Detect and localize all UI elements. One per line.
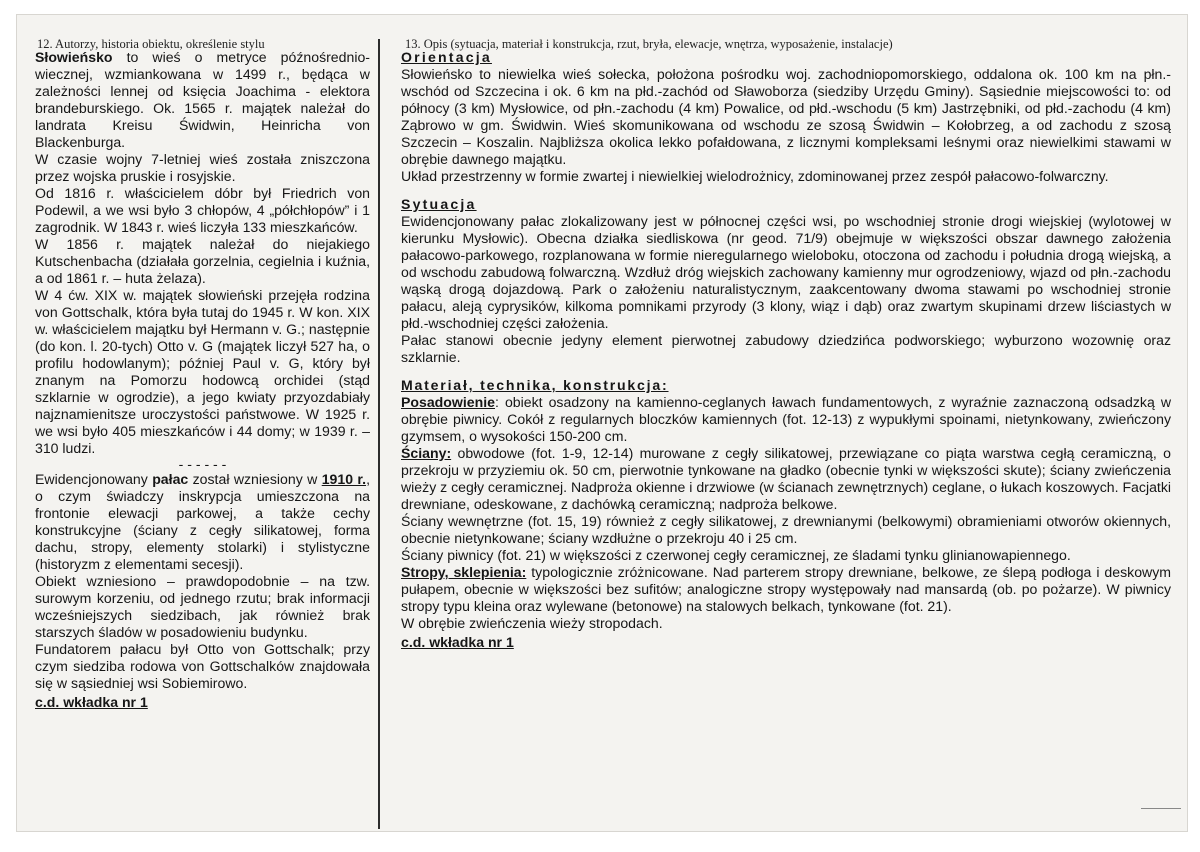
history-paragraph-1-text: to wieś o metryce późnośrednio-wiecznej, wzmiankowana w 1499 r., będąca w zależności lennej od księcia Joachima - elektora brandeburskiego. Ok. 1565 r. majątek należał do landrata Kreisu Świdwin, Heinricha von Blackenburga.	[35, 49, 370, 150]
history-paragraph-5: W 4 ćw. XIX w. majątek słowieński przejęła rodzina von Gottschalk, która była tutaj do 1945 r. W kon. XIX w. właścicielem majątku był Hermann v. G.; następnie (do kon. l. 20-tych) Otto v. G (majątek liczył 527 ha, o profilu hodowlanym); później Paul v. G, który był znanym na Pomorzu hodowcą orchidei (stąd szklarnie w ogrodzie), a jego kwiaty przyozdabiały najznamienitsze uroczystości państwowe. W 1925 r. we wsi było 405 mieszkańców i 44 domy; w 1939 r. – 310 ludzi.	[35, 287, 370, 456]
sytuacja-paragraph-2: Pałac stanowi obecnie jedyny element pierwotnej zabudowy dziedzińca podworskiego; wyburzono wozownię oraz szklarnie.	[401, 332, 1171, 365]
stropy-paragraph-2: W obrębie zwieńczenia wieży stropodach.	[401, 615, 663, 631]
spacer	[401, 366, 1171, 377]
continuation-link-right: c.d. wkładka nr 1	[401, 634, 514, 650]
palace-text-c: został wzniesiony w	[188, 471, 322, 487]
sytuacja-paragraph-1: Ewidencjonowany pałac zlokalizowany jest w północnej części wsi, po wschodniej stronie drogi wiejskiej (wylotowej w kierunku Mysłowic). Obecna działka siedliskowa (nr geod. 71/9) obejmuje w większości obszar dawnego założenia pałacowo-parkowego, rozplanowana w formie nieregularnego wieloboku, otoczona od zachodu i południa drogą wiejską, a od wschodu zabudową folwarczną. Wzdłuż dróg wiejskich zachowany kamienny mur ogrodzeniowy, wjazd od płn.-zachodu wąską drogą dojazdową. Park o założeniu naturalistycznym, zaakcentowany dwoma stawami po wschodniej stronie pałacu, aleją cyprysików, kilkoma pomnikami przyrody (3 klony, wiąz i dąb) oraz zwartym skupinami drzew liściastych w płd.-wschodniej części założenia.	[401, 213, 1171, 331]
sciany-paragraph-2: Ściany wewnętrzne (fot. 15, 19) również z cegły silikatowej, z drewnianymi (belkowymi) obramieniami otworów okiennych, obecnie nietynkowane; ściany wzdłużne o przekroju 40 i 25 cm.	[401, 513, 1171, 546]
construction-year: 1910 r.	[321, 471, 367, 487]
stropy-text: typologicznie zróżnicowane. Nad parterem stropy drewniane, belkowe, ze ślepą podłoga i deskowym pułapem, obecnie w większości bez sufitów; analogiczne stropy występowały nad mansardą (ob. po pożarze). W piwnicy stropy typu kleina oraz wylewane (betonowe) na stalowych belkach, tynkowane (fot. 21).	[401, 564, 1171, 614]
palace-text-e: , o czym świadczy inskrypcja umieszczona na frontonie elewacji parkowej, a także cechy konstrukcyjne (ściany z cegły silikatowej, forma dachu, stropy, elementy stolarki) i stylistyczne (historyzm z elementami secesji).	[35, 471, 370, 572]
separator: - - - - - -	[178, 456, 227, 472]
sciany-text: obwodowe (fot. 1-9, 12-14) murowane z cegły silikatowej, przewiązane co piąta warstwa cegłą ceramiczną, o przekroju w przyziemiu ok. 50 cm, pierwotnie tynkowane na gładko (obecnie tynki w większości skute); ściany zwieńczenia wieży z cegły ceramicznej. Nadproża okienne i drzwiowe (w ścianach zewnętrznych) ceglane, o łukach koszowych. Facjatki drewniane, odeskowane, z dachówką ceramiczną; nadproża belkowe.	[401, 445, 1172, 512]
right-column-heading: 13. Opis (sytuacja, materiał i konstrukcja, rzut, bryła, elewacje, wnętrza, wyposażenie, instalacje)	[405, 37, 893, 51]
village-name: Słowieńsko	[35, 49, 113, 65]
document-sheet	[16, 14, 1188, 832]
sciany-label: Ściany:	[401, 445, 452, 461]
history-paragraph-8: Fundatorem pałacu był Otto von Gottschalk; przy czym siedziba rodowa von Gottschalków znajdowała się w sąsiedniej wsi Sobiemirowo.	[35, 641, 370, 691]
history-paragraph-1	[35, 49, 370, 151]
history-paragraph-4: W 1856 r. majątek należał do niejakiego Kutschenbacha (działała gorzelnia, cegielnia i kuźnia, a od 1861 r. – huta żelaza).	[35, 236, 370, 286]
palace-text-a: Ewidencjonowany	[35, 471, 153, 487]
continuation-link-left: c.d. wkładka nr 1	[35, 694, 148, 710]
description-column	[401, 49, 1171, 823]
history-paragraph-7: Obiekt wzniesiono – prawdopodobnie – na tzw. surowym korzeniu, od jednego rzutu; brak informacji wcześniejszych siedzibach, jak również brak starszych śladów w posadowieniu budynku.	[35, 573, 370, 640]
posadowienie-label: Posadowienie	[401, 394, 495, 410]
section-title-sytuacja: Sytuacja	[401, 196, 477, 212]
stropy-label: Stropy, sklepienia:	[401, 564, 527, 580]
column-divider	[378, 39, 380, 829]
history-column	[35, 49, 370, 823]
spacer	[401, 185, 1171, 196]
stropy-paragraph	[401, 564, 1171, 615]
left-column-heading: 12. Autorzy, historia obiektu, określenie stylu	[37, 37, 265, 51]
history-paragraph-2: W czasie wojny 7-letniej wieś została zniszczona przez wojska pruskie i rosyjskie.	[35, 151, 370, 184]
posadowienie-paragraph	[401, 394, 1171, 445]
palace-paragraph	[35, 471, 370, 573]
palace-word: pałac	[152, 471, 189, 487]
section-title-material: Materiał, technika, konstrukcja:	[401, 377, 669, 393]
sciany-paragraph-3: Ściany piwnicy (fot. 21) w większości z czerwonej cegły ceramicznej, ze śladami tynku glinianowapiennego.	[401, 547, 1071, 563]
orientacja-paragraph-1: Słowieńsko to niewielka wieś sołecka, położona pośrodku woj. zachodniopomorskiego, oddalona ok. 100 km na płn.-wschód od Szczecina i ok. 6 km na płd.-zachód od Sławoborza (siedziby Urzędu Gminy). Sąsiednie miejscowości to: od północy (3 km) Mysłowice, od płn.-zachodu (4 km) Powalice, od płd.-wschodu (5 km) Jastrzębniki, od płd.-zachodu (4 km) Ząbrowo w gm. Świdwin. Wieś skomunikowana od wschodu ze szosą Świdwin – Kołobrzeg, a od zachodu z szosą Szczecin – Koszalin. Najbliższa okolica lekko pofałdowana, z licznymi kompleksami leśnymi oraz niewielkimi stawami w obrębie dawnego majątku.	[401, 66, 1171, 167]
section-title-orientacja: Orientacja	[401, 49, 492, 65]
sciany-paragraph	[401, 445, 1171, 513]
history-paragraph-3: Od 1816 r. właścicielem dóbr był Friedrich von Podewil, a we wsi było 3 chłopów, 4 „półchłopów” i 1 zagrodnik. W 1843 r. wieś liczyła 133 mieszkańców.	[35, 185, 370, 235]
posadowienie-text: : obiekt osadzony na kamienno-ceglanych ławach fundamentowych, z wyraźnie zaznaczoną odsadzką w obrębie piwnicy. Cokół z regularnych bloczków kamiennych (fot. 12-13) z wypukłymi spoinami, nietynkowany, zwieńczony gzymsem, o wysokości 150-200 cm.	[401, 394, 1171, 444]
orientacja-paragraph-2: Układ przestrzenny w formie zwartej i niewielkiej wielodrożnicy, zdominowanej przez zespół pałacowo-folwarczny.	[401, 168, 1109, 184]
corner-mark	[1141, 808, 1181, 809]
